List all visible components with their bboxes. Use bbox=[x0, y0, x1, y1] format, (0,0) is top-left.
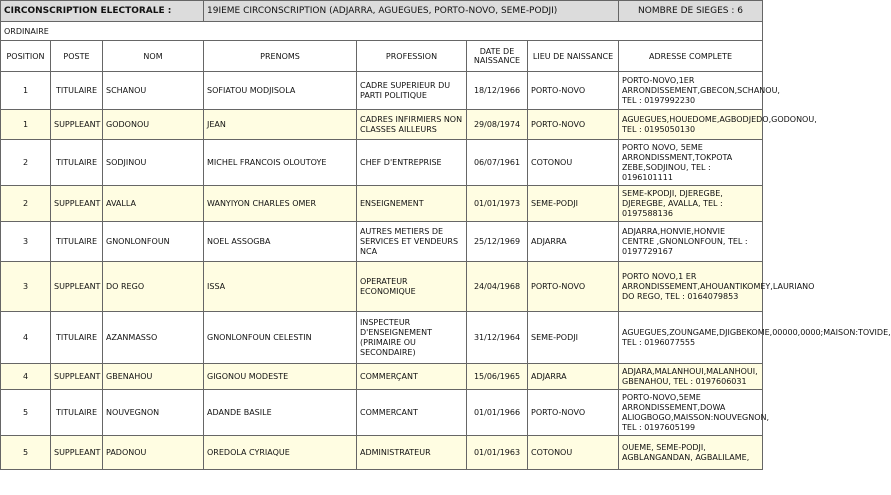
cell-date-naissance: 24/04/1968 bbox=[467, 262, 528, 312]
cell-prenoms: NOEL ASSOGBA bbox=[204, 222, 357, 262]
cell-profession: CADRE SUPERIEUR DU PARTI POLITIQUE bbox=[357, 72, 467, 110]
table-row bbox=[1, 140, 763, 186]
table-row bbox=[1, 186, 763, 222]
cell-prenoms: WANYIYON CHARLES OMER bbox=[204, 186, 357, 222]
col-nom: NOM bbox=[103, 41, 204, 72]
cell-poste: TITULAIRE bbox=[51, 312, 103, 364]
cell-nom: NOUVEGNON bbox=[103, 390, 204, 436]
cell-prenoms: GIGONOU MODESTE bbox=[204, 364, 357, 390]
cell-profession: ENSEIGNEMENT bbox=[357, 186, 467, 222]
cell-date-naissance: 01/01/1973 bbox=[467, 186, 528, 222]
cell-poste: TITULAIRE bbox=[51, 222, 103, 262]
cell-date-naissance: 25/12/1969 bbox=[467, 222, 528, 262]
cell-position: 2 bbox=[1, 186, 51, 222]
table-row bbox=[1, 72, 763, 110]
cell-lieu-naissance: PORTO-NOVO bbox=[528, 110, 619, 140]
cell-lieu-naissance: SEME-PODJI bbox=[528, 312, 619, 364]
cell-lieu-naissance: ADJARRA bbox=[528, 222, 619, 262]
cell-lieu-naissance: SEME-PODJI bbox=[528, 186, 619, 222]
col-prenoms: PRENOMS bbox=[204, 41, 357, 72]
cell-position: 2 bbox=[1, 140, 51, 186]
cell-nom: SODJINOU bbox=[103, 140, 204, 186]
cell-nom: AVALLA bbox=[103, 186, 204, 222]
cell-nom: GBENAHOU bbox=[103, 364, 204, 390]
col-poste: POSTE bbox=[51, 41, 103, 72]
cell-nom: GODONOU bbox=[103, 110, 204, 140]
sieges-count: NOMBRE DE SIEGES : 6 bbox=[619, 1, 763, 22]
cell-lieu-naissance: COTONOU bbox=[528, 436, 619, 470]
cell-profession: OPERATEUR ECONOMIQUE bbox=[357, 262, 467, 312]
cell-nom: PADONOU bbox=[103, 436, 204, 470]
table-row bbox=[1, 312, 763, 364]
cell-profession: ADMINISTRATEUR bbox=[357, 436, 467, 470]
cell-adresse: ADJARRA,HONVIE,HONVIE CENTRE ,GNONLONFOUN, TEL : 0197729167 bbox=[619, 222, 763, 262]
cell-adresse: PORTO NOVO, 5EME ARRONDISSMENT,TOKPOTA ZEBE,SODJINOU, TEL : 0196101111 bbox=[619, 140, 763, 186]
cell-date-naissance: 06/07/1961 bbox=[467, 140, 528, 186]
cell-position: 3 bbox=[1, 262, 51, 312]
cell-lieu-naissance: ADJARRA bbox=[528, 364, 619, 390]
cell-prenoms: ADANDE BASILE bbox=[204, 390, 357, 436]
table-row bbox=[1, 110, 763, 140]
col-adresse: ADRESSE COMPLETE bbox=[619, 41, 763, 72]
column-headers bbox=[1, 41, 763, 72]
cell-nom: SCHANOU bbox=[103, 72, 204, 110]
cell-date-naissance: 31/12/1964 bbox=[467, 312, 528, 364]
cell-position: 4 bbox=[1, 364, 51, 390]
cell-nom: GNONLONFOUN bbox=[103, 222, 204, 262]
cell-date-naissance: 18/12/1966 bbox=[467, 72, 528, 110]
table-row bbox=[1, 436, 763, 470]
cell-profession: CADRES INFIRMIERS NON CLASSES AILLEURS bbox=[357, 110, 467, 140]
col-date-naissance: DATE DE NAISSANCE bbox=[467, 41, 528, 72]
cell-adresse: OUEME, SEME-PODJI, AGBLANGANDAN, AGBALILAME, bbox=[619, 436, 763, 470]
cell-adresse: ADJARA,MALANHOUI,MALANHOUI, GBENAHOU, TEL : 0197606031 bbox=[619, 364, 763, 390]
table-row bbox=[1, 364, 763, 390]
cell-date-naissance: 01/01/1966 bbox=[467, 390, 528, 436]
cell-profession: INSPECTEUR D'ENSEIGNEMENT (PRIMAIRE OU SECONDAIRE) bbox=[357, 312, 467, 364]
cell-nom: AZANMASSO bbox=[103, 312, 204, 364]
cell-adresse: PORTO-NOVO,5EME ARRONDISSEMENT,DOWA ALIOGBOGO,MAISSON:NOUVEGNON, TEL : 0197605199 bbox=[619, 390, 763, 436]
cell-prenoms: JEAN bbox=[204, 110, 357, 140]
cell-date-naissance: 01/01/1963 bbox=[467, 436, 528, 470]
cell-position: 1 bbox=[1, 72, 51, 110]
cell-prenoms: MICHEL FRANCOIS OLOUTOYE bbox=[204, 140, 357, 186]
cell-position: 5 bbox=[1, 390, 51, 436]
cell-lieu-naissance: PORTO-NOVO bbox=[528, 262, 619, 312]
cell-prenoms: OREDOLA CYRIAQUE bbox=[204, 436, 357, 470]
cell-position: 3 bbox=[1, 222, 51, 262]
cell-adresse: PORTO-NOVO,1ER ARRONDISSEMENT,GBECON,SCHANOU, TEL : 0197992230 bbox=[619, 72, 763, 110]
cell-position: 4 bbox=[1, 312, 51, 364]
cell-poste: SUPPLEANT bbox=[51, 110, 103, 140]
cell-profession: COMMERÇANT bbox=[357, 364, 467, 390]
cell-prenoms: ISSA bbox=[204, 262, 357, 312]
cell-poste: TITULAIRE bbox=[51, 72, 103, 110]
cell-position: 5 bbox=[1, 436, 51, 470]
table-row bbox=[1, 222, 763, 262]
cell-poste: TITULAIRE bbox=[51, 390, 103, 436]
cell-profession: COMMERCANT bbox=[357, 390, 467, 436]
col-profession: PROFESSION bbox=[357, 41, 467, 72]
table-row bbox=[1, 390, 763, 436]
cell-profession: AUTRES METIERS DE SERVICES ET VENDEURS NCA bbox=[357, 222, 467, 262]
cell-poste: SUPPLEANT bbox=[51, 262, 103, 312]
cell-poste: SUPPLEANT bbox=[51, 364, 103, 390]
table-row bbox=[1, 262, 763, 312]
cell-position: 1 bbox=[1, 110, 51, 140]
cell-adresse: AGUEGUES,HOUEDOME,AGBODJEDO,GODONOU, TEL : 0195050130 bbox=[619, 110, 763, 140]
cell-prenoms: SOFIATOU MODJISOLA bbox=[204, 72, 357, 110]
circonscription-value: 19IEME CIRCONSCRIPTION (ADJARRA, AGUEGUES, PORTO-NOVO, SEME-PODJI) bbox=[204, 1, 619, 22]
col-lieu-naissance: LIEU DE NAISSANCE bbox=[528, 41, 619, 72]
cell-poste: TITULAIRE bbox=[51, 140, 103, 186]
cell-nom: DO REGO bbox=[103, 262, 204, 312]
cell-adresse: SEME-KPODJI, DJEREGBE, DJEREGBE, AVALLA, TEL : 0197588136 bbox=[619, 186, 763, 222]
cell-lieu-naissance: PORTO-NOVO bbox=[528, 72, 619, 110]
section-title: ORDINAIRE bbox=[1, 22, 763, 41]
cell-date-naissance: 29/08/1974 bbox=[467, 110, 528, 140]
cell-poste: SUPPLEANT bbox=[51, 186, 103, 222]
cell-profession: CHEF D'ENTREPRISE bbox=[357, 140, 467, 186]
cell-adresse: PORTO NOVO,1 ER ARRONDISSEMENT,AHOUANTIKOMEY,LAURIANO DO REGO, TEL : 0164079853 bbox=[619, 262, 763, 312]
cell-poste: SUPPLEANT bbox=[51, 436, 103, 470]
cell-prenoms: GNONLONFOUN CELESTIN bbox=[204, 312, 357, 364]
cell-date-naissance: 15/06/1965 bbox=[467, 364, 528, 390]
cell-lieu-naissance: COTONOU bbox=[528, 140, 619, 186]
col-position: POSITION bbox=[1, 41, 51, 72]
cell-lieu-naissance: PORTO-NOVO bbox=[528, 390, 619, 436]
circonscription-label: CIRCONSCRIPTION ELECTORALE : bbox=[1, 1, 204, 22]
cell-adresse: AGUEGUES,ZOUNGAME,DJIGBEKOME,00000,0000;MAISON:TOVIDE, TEL : 0196077555 bbox=[619, 312, 763, 364]
